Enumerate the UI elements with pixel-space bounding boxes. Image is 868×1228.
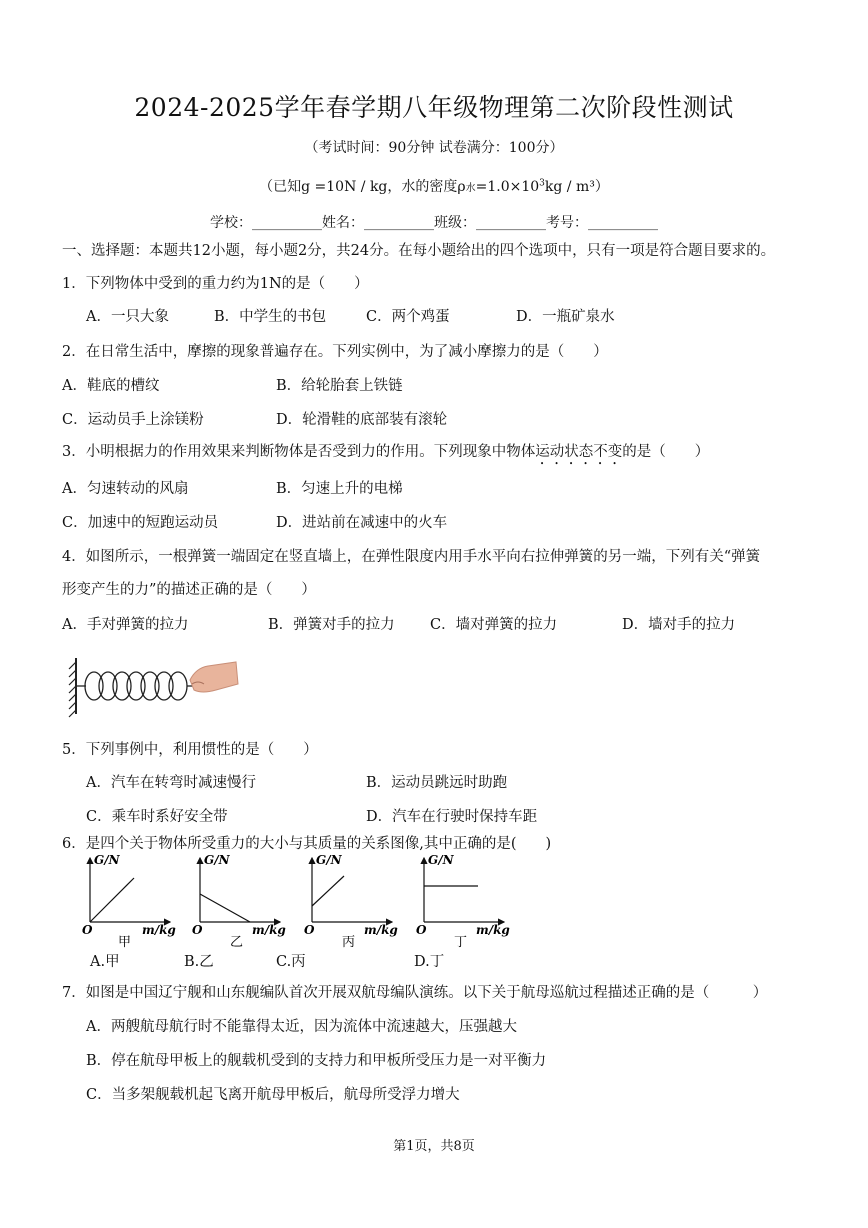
q4-option-b[interactable]: B．弹簧对手的拉力 [268, 617, 395, 633]
graph-bing [300, 852, 410, 952]
graph-yi-xlabel: m/kg [252, 923, 286, 937]
graph-bing-ylabel: G/N [316, 853, 342, 867]
q3-stem-post: 的是（ ） [622, 444, 710, 460]
spring-icon [76, 672, 194, 700]
graph-yi-ylabel: G/N [204, 853, 230, 867]
graph-ding [412, 852, 522, 952]
q6-option-d[interactable]: D.丁 [414, 954, 445, 970]
graph-bing-origin: O [304, 923, 315, 937]
q2-stem: 2．在日常生活中，摩擦的现象普遍存在。下列实例中，为了减小摩擦力的是（ ） [62, 344, 608, 360]
q7-option-a[interactable]: A．两艘航母航行时不能靠得太近，因为流体中流速越大，压强越大 [86, 1019, 517, 1035]
q5-option-b[interactable]: B．运动员跳远时助跑 [366, 775, 508, 791]
graph-jia-name: 甲 [118, 935, 132, 950]
hand-icon [190, 662, 238, 692]
graph-yi-name: 乙 [230, 935, 244, 950]
page-footer: 第1页，共8页 [393, 1139, 475, 1154]
graph-yi [188, 852, 298, 952]
given-mid: =1.0×10 [475, 179, 540, 195]
q1-option-d[interactable]: D．一瓶矿泉水 [516, 309, 615, 325]
q1-option-b[interactable]: B．中学生的书包 [214, 309, 327, 325]
q4-option-a[interactable]: A．手对弹簧的拉力 [62, 617, 189, 633]
graph-jia-origin: O [82, 923, 93, 937]
q7-stem: 7．如图是中国辽宁舰和山东舰编队首次开展双航母编队演练。以下关于航母巡航过程描述正确的是（ ） [62, 985, 768, 1001]
q4-option-c[interactable]: C．墙对弹簧的拉力 [430, 617, 558, 633]
q3-stem-emphasis: 运动状态不变 [535, 444, 623, 460]
q1-option-a[interactable]: A．一只大象 [86, 309, 169, 325]
graph-bing-name: 丙 [342, 935, 356, 950]
graph-ding-origin: O [416, 923, 427, 937]
q3-option-a[interactable]: A．匀速转动的风扇 [62, 481, 189, 497]
q2-option-d[interactable]: D．轮滑鞋的底部装有滚轮 [276, 412, 448, 428]
q5-stem: 5．下列事例中，利用惯性的是（ ） [62, 742, 318, 758]
q4-stem-line2: 形变产生的力”的描述正确的是（ ） [62, 582, 316, 598]
given-constants [0, 176, 868, 196]
q3-stem [62, 440, 709, 468]
page-title: 2024-2025学年春学期八年级物理第二次阶段性测试 [134, 93, 734, 122]
graph-bing-xlabel: m/kg [364, 923, 398, 937]
graph-ding-ylabel: G/N [428, 853, 454, 867]
q6-option-a[interactable]: A.甲 [90, 954, 120, 970]
q4-option-d[interactable]: D．墙对手的拉力 [622, 617, 736, 633]
given-prefix: （已知g =10N / kg，水的密度ρ [259, 179, 466, 195]
q2-option-b[interactable]: B．给轮胎套上铁链 [276, 378, 403, 394]
q1-option-c[interactable]: C．两个鸡蛋 [366, 309, 450, 325]
given-subscript: 水 [465, 183, 476, 194]
q5-option-a[interactable]: A．汽车在转弯时减速慢行 [86, 775, 256, 791]
graph-jia-line [90, 878, 134, 922]
wall-icon [69, 658, 76, 717]
q3-stem-pre: 3．小明根据力的作用效果来判断物体是否受到力的作用。下列现象中物体 [62, 444, 536, 460]
q5-option-c[interactable]: C．乘车时系好安全带 [86, 809, 228, 825]
exam-info: （考试时间：90分钟 试卷满分：100分） [304, 140, 564, 156]
q3-option-c[interactable]: C．加速中的短跑运动员 [62, 515, 219, 531]
q5-option-d[interactable]: D．汽车在行驶时保持车距 [366, 809, 538, 825]
q6-option-b[interactable]: B.乙 [184, 954, 214, 970]
spring-figure [66, 650, 246, 720]
given-suffix: kg / m³） [544, 179, 609, 195]
graph-ding-name: 丁 [454, 935, 468, 950]
given-exponent: 3 [539, 178, 545, 189]
q4-stem-line1: 4．如图所示，一根弹簧一端固定在竖直墙上，在弹性限度内用手水平向右拉伸弹簧的另一端，下列有关“弹簧 [62, 549, 761, 565]
graph-yi-line [200, 894, 250, 922]
q7-option-c[interactable]: C．当多架舰载机起飞离开航母甲板后，航母所受浮力增大 [86, 1087, 460, 1103]
q6-option-c[interactable]: C.丙 [276, 954, 306, 970]
q1-stem: 1．下列物体中受到的重力约为1N的是（ ） [62, 276, 369, 292]
q3-option-d[interactable]: D．进站前在减速中的火车 [276, 515, 448, 531]
graph-jia [78, 852, 188, 952]
q7-option-b[interactable]: B．停在航母甲板上的舰载机受到的支持力和甲板所受压力是一对平衡力 [86, 1053, 547, 1069]
graph-yi-origin: O [192, 923, 203, 937]
section-heading: 一、选择题：本题共12小题，每小题2分，共24分。在每小题给出的四个选项中，只有一项是符合题目要求的。 [62, 243, 776, 259]
graph-jia-xlabel: m/kg [142, 923, 176, 937]
q2-option-a[interactable]: A．鞋底的槽纹 [62, 378, 160, 394]
q3-option-b[interactable]: B．匀速上升的电梯 [276, 481, 403, 497]
student-fields: 学校：__________姓名：__________班级：__________考号：__________ [210, 215, 658, 231]
graph-jia-ylabel: G/N [94, 853, 120, 867]
graph-ding-xlabel: m/kg [476, 923, 510, 937]
q2-option-c[interactable]: C．运动员手上涂镁粉 [62, 412, 204, 428]
q6-stem: 6．是四个关于物体所受重力的大小与其质量的关系图像,其中正确的是( ) [62, 836, 552, 852]
graph-bing-line [312, 876, 344, 906]
